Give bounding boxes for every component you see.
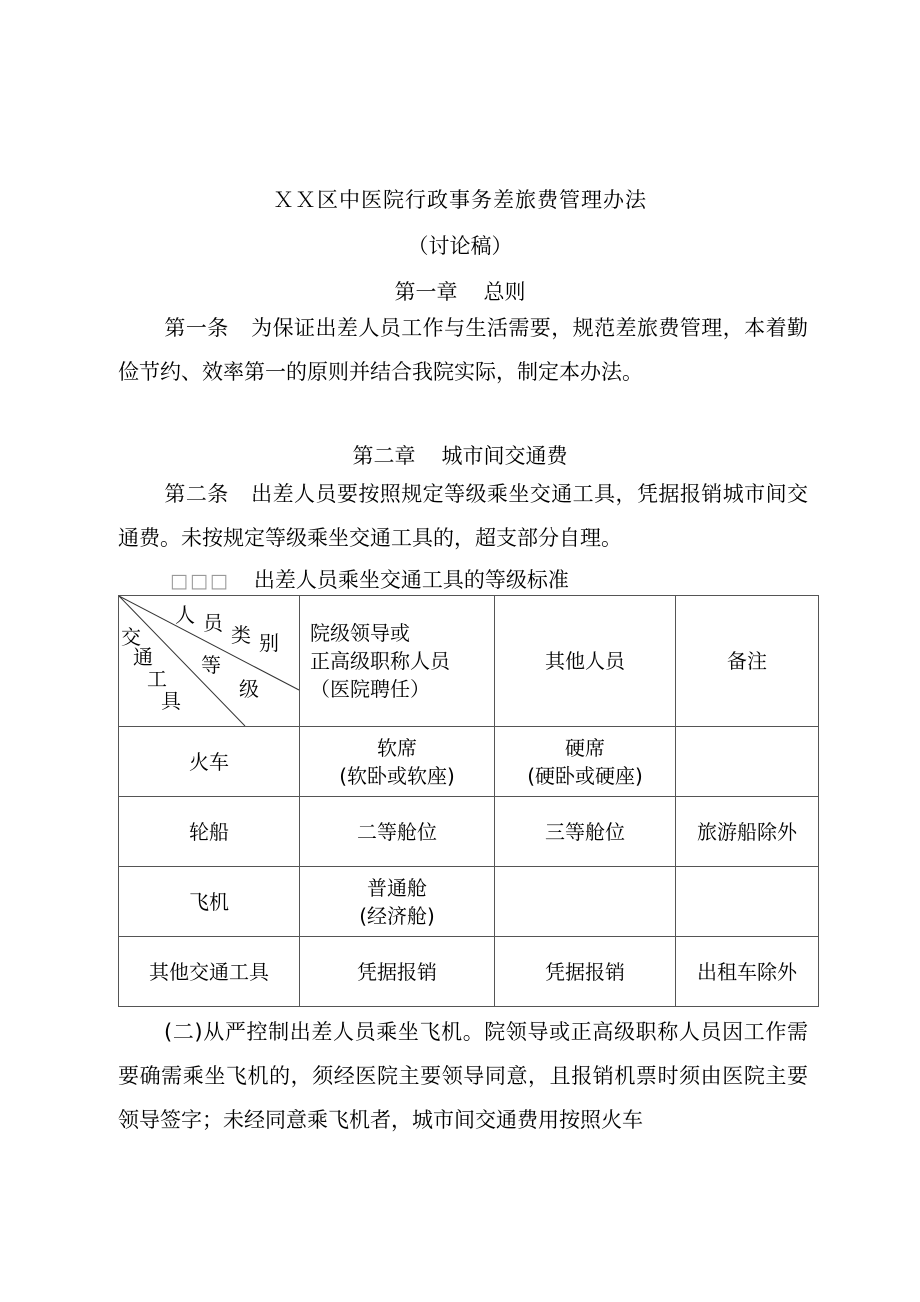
row-note <box>676 867 819 937</box>
corner-top-char: 人 <box>175 603 195 627</box>
table-corner-cell <box>119 596 300 727</box>
article-2 <box>118 472 808 560</box>
table-row <box>119 797 819 867</box>
row-note: 出租车除外 <box>676 937 819 1007</box>
document-title: ＸＸ区中医院行政事务差旅费管理办法 <box>273 188 647 212</box>
caption-text: 出差人员乘坐交通工具的等级标准 <box>253 568 569 592</box>
row-transport-type: 火车 <box>119 727 300 797</box>
document-subtitle: （讨论稿） <box>407 234 513 258</box>
corner-left-char: 通 <box>133 645 153 669</box>
row-senior-value: 普通舱 (经济舱) <box>300 867 495 937</box>
corner-left-char: 交 <box>121 625 141 649</box>
row-other-value <box>495 867 676 937</box>
article-2-text: 出差人员要按照规定等级乘坐交通工具，凭据报销城市间交通费。未按规定等级乘坐交通工具的，超支部分自理。 <box>118 482 808 550</box>
article-1 <box>118 306 808 394</box>
row-transport-type: 轮船 <box>119 797 300 867</box>
row-other-value: 凭据报销 <box>495 937 676 1007</box>
header-senior-staff: 院级领导或 正高级职称人员 （医院聘任） <box>300 596 495 727</box>
row-other-value: 三等舱位 <box>495 797 676 867</box>
chapter-1-label: 第一章 <box>394 280 458 304</box>
chapter-2-name: 城市间交通费 <box>441 444 568 468</box>
row-transport-type: 飞机 <box>119 867 300 937</box>
chapter-2-heading <box>0 440 920 470</box>
row-senior-value: 软席 (软卧或软座) <box>300 727 495 797</box>
article-1-label: 第一条 <box>164 316 229 340</box>
corner-left-char: 工 <box>147 667 167 691</box>
table-header-row <box>119 596 819 727</box>
corner-top-char: 类 <box>231 623 251 647</box>
corner-top-char: 员 <box>203 611 223 635</box>
row-transport-type: 其他交通工具 <box>119 937 300 1007</box>
row-senior-value: 凭据报销 <box>300 937 495 1007</box>
caption-marker: □□□ <box>170 570 230 592</box>
table-row <box>119 937 819 1007</box>
clause-2-text: (二)从严控制出差人员乘坐飞机。院领导或正高级职称人员因工作需要确需乘坐飞机的，须经医院主要领导同意，且报销机票时须由医院主要领导签字；未经同意乘飞机者，城市间交通费用按照火车 <box>118 1020 808 1132</box>
corner-middle-char: 等 <box>201 653 221 677</box>
corner-left-char: 具 <box>161 689 181 713</box>
table-row <box>119 727 819 797</box>
table-caption <box>170 564 569 594</box>
corner-middle-char: 级 <box>239 677 259 701</box>
chapter-2-label: 第二章 <box>352 444 416 468</box>
chapter-1-name: 总则 <box>483 280 526 304</box>
header-note: 备注 <box>676 596 819 727</box>
corner-top-char: 别 <box>259 631 279 655</box>
transport-grade-table <box>118 595 819 1007</box>
row-note: 旅游船除外 <box>676 797 819 867</box>
header-other-staff: 其他人员 <box>495 596 676 727</box>
row-note <box>676 727 819 797</box>
chapter-1-heading <box>0 276 920 306</box>
row-other-value: 硬席 (硬卧或硬座) <box>495 727 676 797</box>
table-row <box>119 867 819 937</box>
clause-2 <box>118 1010 808 1142</box>
article-1-text: 为保证出差人员工作与生活需要，规范差旅费管理，本着勤俭节约、效率第一的原则并结合我院实际，制定本办法。 <box>118 316 808 384</box>
row-senior-value: 二等舱位 <box>300 797 495 867</box>
article-2-label: 第二条 <box>164 482 229 506</box>
